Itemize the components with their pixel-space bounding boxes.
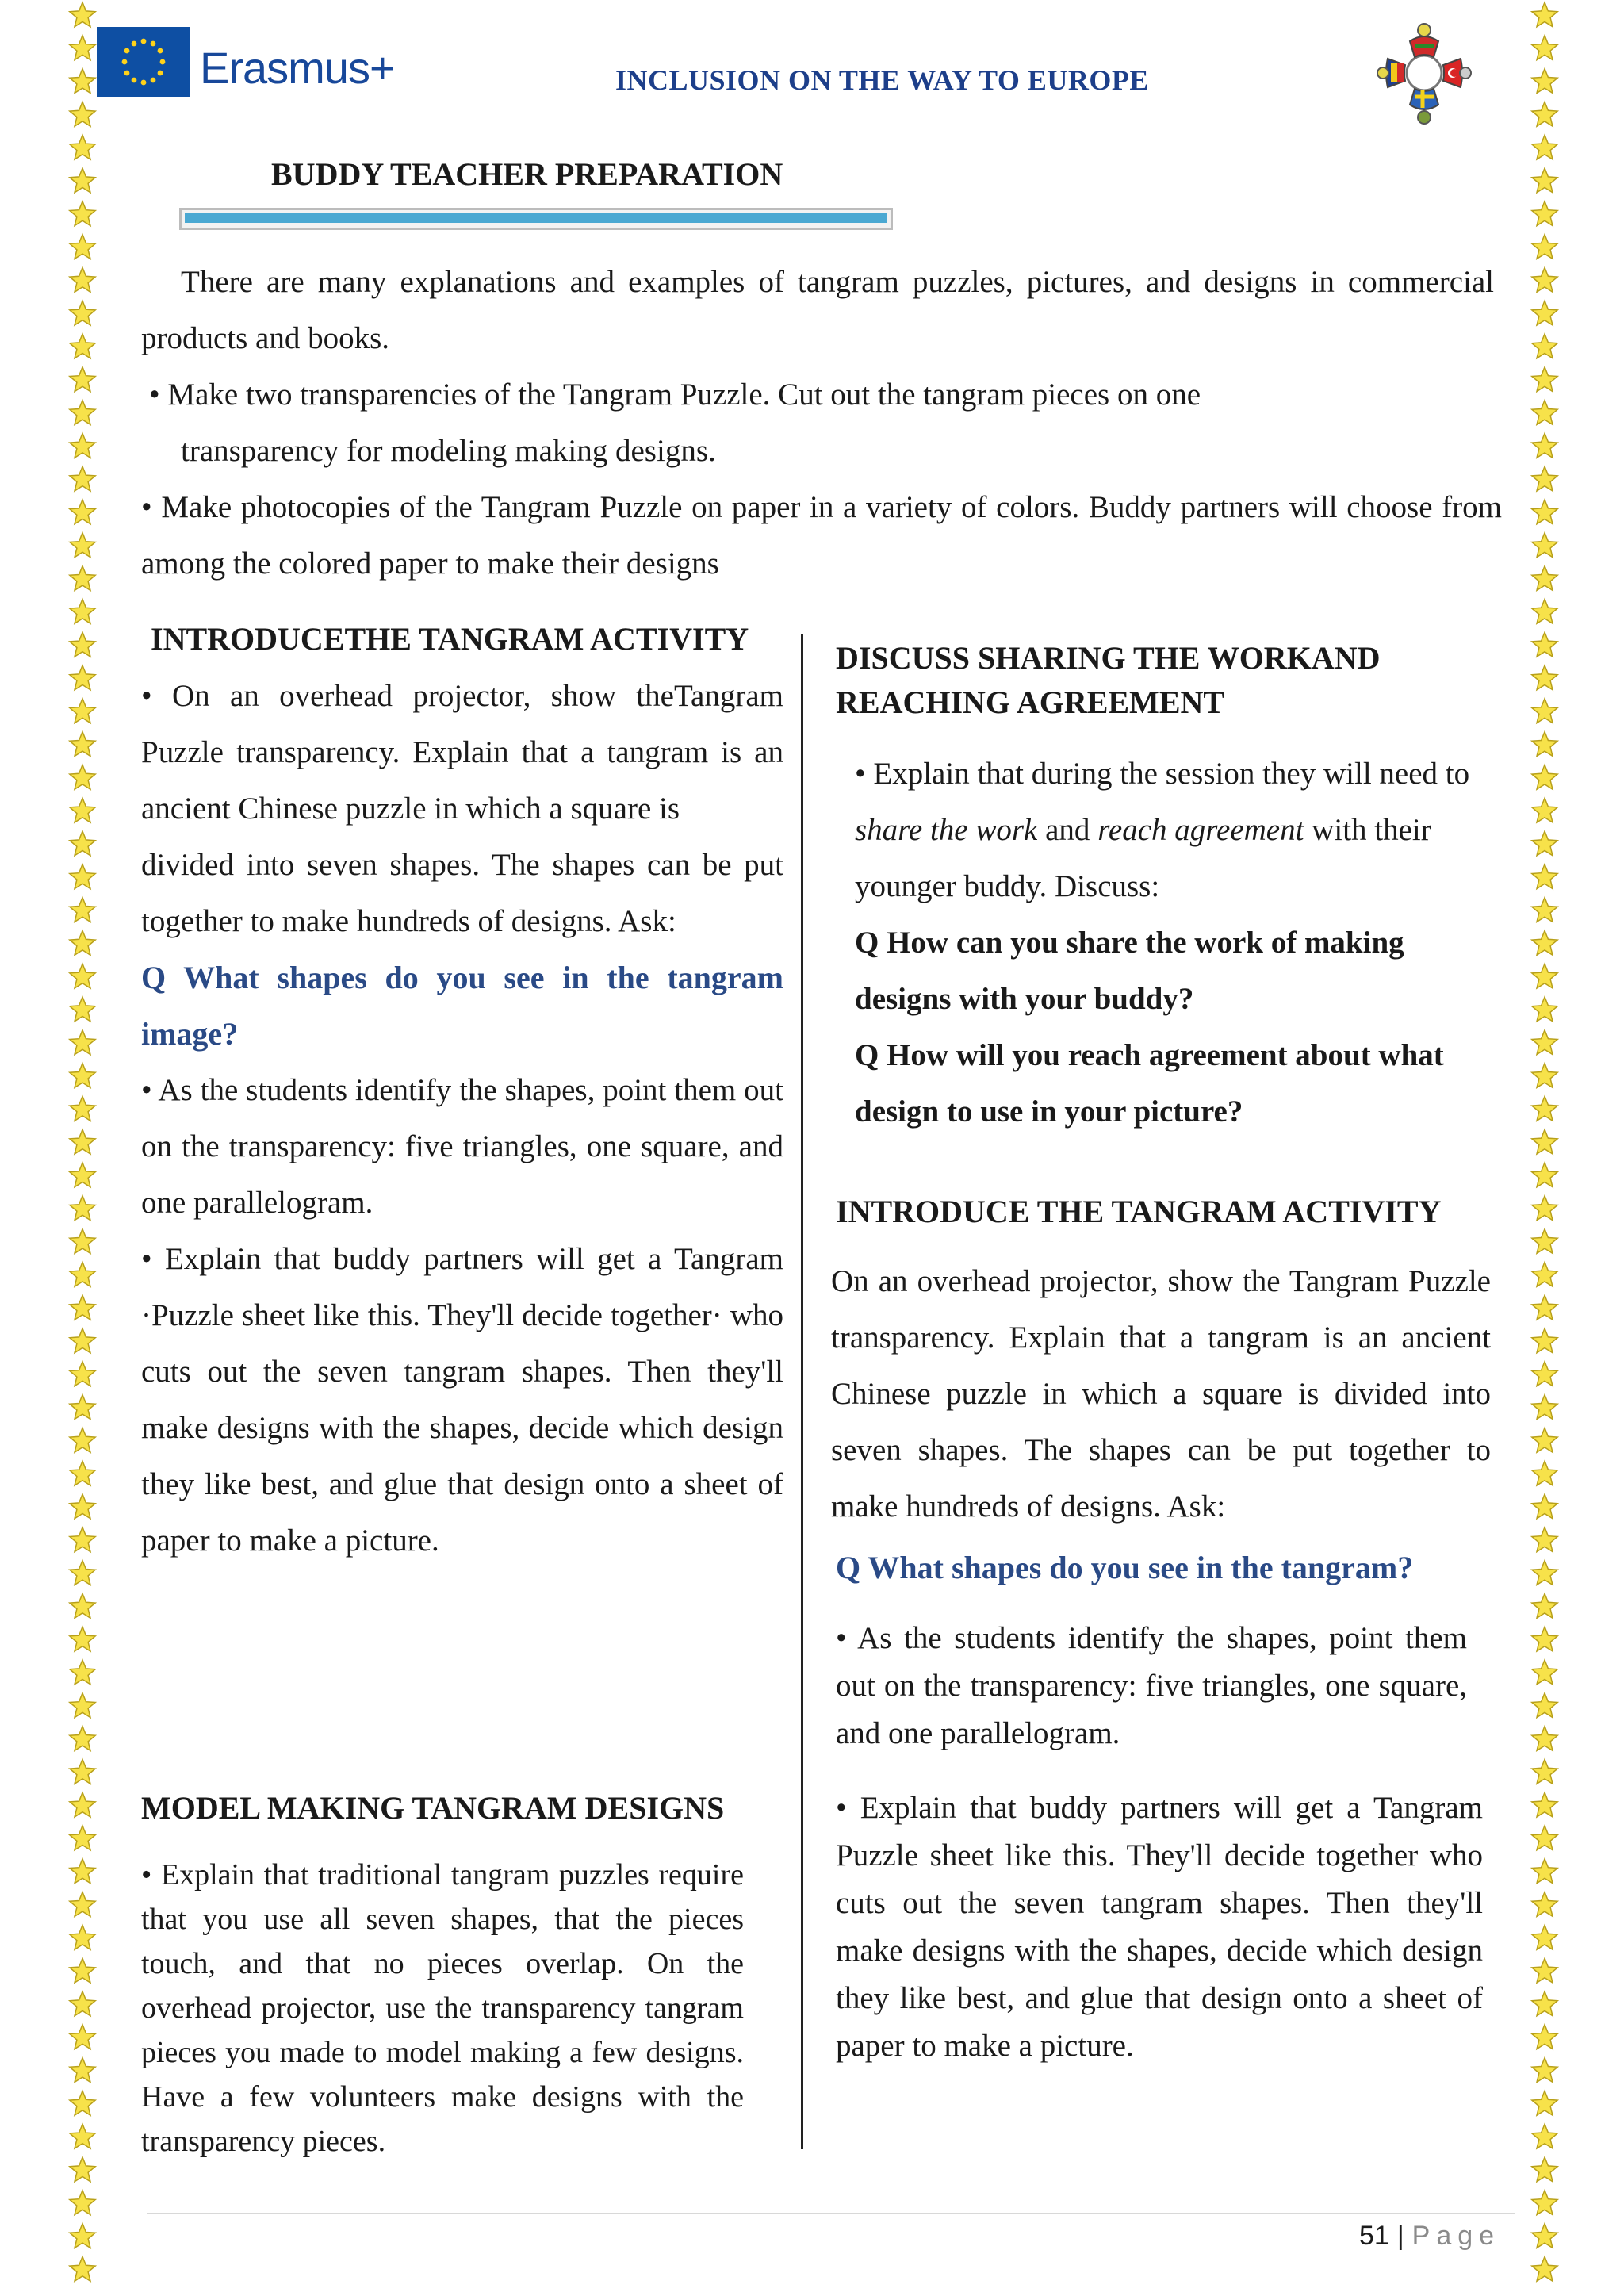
star-border-icon — [70, 831, 95, 856]
intro-paragraph: There are many explanations and examples of tangram puzzles, pictures, and designs in commercial products and books. — [141, 265, 1494, 355]
star-border-icon — [1532, 1991, 1557, 2016]
star-border-icon — [70, 533, 95, 558]
star-border-icon — [1532, 1395, 1557, 1420]
star-border-icon — [70, 898, 95, 922]
star-border-icon — [1532, 1660, 1557, 1685]
star-border-icon — [1532, 2058, 1557, 2083]
star-border-icon — [1532, 367, 1557, 392]
star-border-icon — [1532, 732, 1557, 757]
left-star-border — [67, 0, 98, 2296]
star-border-icon — [70, 301, 95, 325]
star-border-icon — [1532, 2025, 1557, 2049]
star-border-icon — [70, 2191, 95, 2215]
star-border-icon — [1532, 2091, 1557, 2115]
star-border-icon — [70, 1163, 95, 1187]
star-border-icon — [1532, 2256, 1557, 2281]
star-border-icon — [1532, 1129, 1557, 1154]
partner-flags-logo-icon — [1367, 17, 1481, 128]
star-border-icon — [1532, 1859, 1557, 1884]
right-question-1: Q How can you share the work of making designs with your buddy? — [855, 926, 1404, 1016]
star-border-icon — [1532, 1030, 1557, 1055]
left-paragraph-3: • Explain that buddy partners will get a Tangram ·Puzzle sheet like this. They'll decide together· who cuts out the seven tangram shapes. Then they'll make designs with the shapes, decide which design they like best, and glue that design onto a sheet of paper to make a picture. — [141, 1242, 783, 1558]
right-star-border — [1529, 0, 1561, 2296]
star-border-icon — [1532, 1428, 1557, 1452]
section-title-underline — [179, 208, 893, 230]
star-border-icon — [1532, 964, 1557, 988]
star-border-icon — [1532, 267, 1557, 292]
star-border-icon — [70, 1759, 95, 1784]
star-border-icon — [1532, 301, 1557, 325]
star-border-icon — [1532, 599, 1557, 623]
star-border-icon — [70, 2091, 95, 2115]
star-border-icon — [1532, 1096, 1557, 1121]
star-border-icon — [70, 1262, 95, 1286]
star-border-icon — [1532, 235, 1557, 259]
erasmus-brand: Erasmus+ — [200, 43, 395, 93]
star-border-icon — [70, 69, 95, 94]
star-border-icon — [1532, 1693, 1557, 1718]
star-border-icon — [70, 1991, 95, 2016]
star-border-icon — [1532, 997, 1557, 1022]
star-border-icon — [70, 1593, 95, 1618]
star-border-icon — [70, 1030, 95, 1055]
star-border-icon — [1532, 1892, 1557, 1917]
star-border-icon — [70, 102, 95, 126]
star-border-icon — [70, 135, 95, 159]
star-border-icon — [1532, 898, 1557, 922]
star-border-icon — [70, 1362, 95, 1386]
star-border-icon — [70, 732, 95, 757]
star-border-icon — [1532, 334, 1557, 358]
star-border-icon — [70, 267, 95, 292]
star-border-icon — [70, 1494, 95, 1519]
star-border-icon — [1532, 1362, 1557, 1386]
star-border-icon — [1532, 1196, 1557, 1221]
star-border-icon — [1532, 699, 1557, 723]
star-border-icon — [70, 699, 95, 723]
star-border-icon — [1532, 36, 1557, 60]
right-discuss-block — [855, 746, 1473, 1140]
star-border-icon — [70, 665, 95, 690]
star-border-icon — [70, 2256, 95, 2281]
section-title: BUDDY TEACHER PREPARATION — [271, 156, 783, 192]
star-border-icon — [1532, 500, 1557, 524]
right-heading-discuss-line-2: REACHING AGREEMENT — [836, 684, 1225, 720]
star-border-icon — [1532, 2157, 1557, 2182]
star-border-icon — [1532, 1527, 1557, 1552]
star-border-icon — [1532, 533, 1557, 558]
star-border-icon — [1532, 1494, 1557, 1519]
star-border-icon — [70, 566, 95, 591]
star-border-icon — [70, 1693, 95, 1718]
right-question-2: Q How will you reach agreement about what design to use in your picture? — [855, 1038, 1444, 1129]
star-border-icon — [70, 1727, 95, 1751]
star-border-icon — [70, 401, 95, 425]
intro-bullet-2: • Make photocopies of the Tangram Puzzle on paper in a variety of colors. Buddy partners will choose from among the colored paper to make their designs — [141, 490, 1502, 581]
star-border-icon — [70, 2224, 95, 2248]
star-border-icon — [70, 632, 95, 657]
left-column — [141, 668, 783, 1569]
star-border-icon — [1532, 665, 1557, 690]
star-border-icon — [70, 765, 95, 789]
star-border-icon — [1532, 2124, 1557, 2148]
intro-bullet-1-line-2: transparency for modeling making designs. — [181, 434, 716, 468]
star-border-icon — [70, 500, 95, 524]
eu-flag-icon — [97, 27, 190, 97]
star-border-icon — [70, 1958, 95, 1983]
star-border-icon — [1532, 798, 1557, 822]
star-border-icon — [70, 1428, 95, 1452]
footer-rule — [147, 2213, 1515, 2214]
star-border-icon — [1532, 1262, 1557, 1286]
star-border-icon — [70, 1660, 95, 1685]
star-border-icon — [70, 1859, 95, 1884]
star-border-icon — [70, 1792, 95, 1817]
star-border-icon — [1532, 1163, 1557, 1187]
star-border-icon — [1532, 1792, 1557, 1817]
star-border-icon — [70, 36, 95, 60]
star-border-icon — [70, 1395, 95, 1420]
star-border-icon — [1532, 102, 1557, 126]
star-border-icon — [70, 466, 95, 491]
star-border-icon — [1532, 2224, 1557, 2248]
star-border-icon — [70, 1461, 95, 1485]
star-border-icon — [70, 168, 95, 193]
star-border-icon — [1532, 930, 1557, 955]
star-border-icon — [1532, 566, 1557, 591]
intro-bullet-1-line-1: • Make two transparencies of the Tangram Puzzle. Cut out the tangram pieces on one — [149, 378, 1201, 412]
star-border-icon — [1532, 632, 1557, 657]
star-border-icon — [70, 1561, 95, 1585]
star-border-icon — [70, 1196, 95, 1221]
star-border-icon — [70, 334, 95, 358]
star-border-icon — [70, 1925, 95, 1949]
star-border-icon — [1532, 201, 1557, 226]
left-heading-model: MODEL MAKING TANGRAM DESIGNS — [141, 1790, 725, 1826]
right-paragraph-1: • Explain that during the session they will need to share the work and reach agreement with their younger buddy. Discuss: — [855, 757, 1470, 903]
star-border-icon — [70, 1295, 95, 1320]
star-border-icon — [70, 1229, 95, 1254]
header-title: INCLUSION ON THE WAY TO EUROPE — [615, 64, 1149, 96]
star-border-icon — [70, 201, 95, 226]
left-paragraph-1b: divided into seven shapes. The shapes can be put together to make hundreds of designs. Ask: — [141, 848, 783, 938]
star-border-icon — [1532, 1461, 1557, 1485]
star-border-icon — [70, 997, 95, 1022]
star-border-icon — [70, 235, 95, 259]
star-border-icon — [70, 1328, 95, 1353]
star-border-icon — [1532, 1727, 1557, 1751]
star-border-icon — [70, 599, 95, 623]
star-border-icon — [1532, 1759, 1557, 1784]
star-border-icon — [70, 1064, 95, 1088]
star-border-icon — [70, 1627, 95, 1651]
left-paragraph-2: • As the students identify the shapes, point them out on the transparency: five triangles, one square, and one parallelogram. — [141, 1073, 783, 1220]
star-border-icon — [70, 2, 95, 27]
star-border-icon — [70, 1527, 95, 1552]
star-border-icon — [1532, 864, 1557, 889]
star-border-icon — [1532, 466, 1557, 491]
column-divider — [801, 634, 803, 2149]
star-border-icon — [1532, 401, 1557, 425]
left-heading-introduce: INTRODUCETHE TANGRAM ACTIVITY — [151, 621, 749, 657]
right-heading-discuss-line-1: DISCUSS SHARING THE WORKAND — [836, 640, 1381, 676]
right-paragraph-2: On an overhead projector, show the Tangram Puzzle transparency. Explain that a tangram is an ancient Chinese puzzle in which a square is divided into seven shapes. The shapes can be put together to make hundreds of designs. Ask: — [831, 1264, 1491, 1524]
star-border-icon — [70, 2157, 95, 2182]
star-border-icon — [1532, 1295, 1557, 1320]
left-paragraph-4: • Explain that traditional tangram puzzles require that you use all seven shapes, that the pieces touch, and that no pieces overlap. On the overhead projector, use the transparency tangram pieces you made to model making a few designs. Have a few volunteers make designs with the transparency pieces. — [141, 1858, 744, 2158]
star-border-icon — [70, 1892, 95, 1917]
star-border-icon — [1532, 1328, 1557, 1353]
star-border-icon — [1532, 69, 1557, 94]
star-border-icon — [70, 2058, 95, 2083]
right-question-3: Q What shapes do you see in the tangram? — [836, 1550, 1414, 1585]
star-border-icon — [1532, 831, 1557, 856]
star-border-icon — [70, 2025, 95, 2049]
star-border-icon — [1532, 1925, 1557, 1949]
star-border-icon — [1532, 2191, 1557, 2215]
star-border-icon — [70, 964, 95, 988]
star-border-icon — [1532, 2, 1557, 27]
star-border-icon — [1532, 135, 1557, 159]
right-paragraph-4: • Explain that buddy partners will get a Tangram Puzzle sheet like this. They'll decide together who cuts out the seven tangram shapes. Then they'll make designs with the shapes, decide which design they like best, and glue that design onto a sheet of paper to make a picture. — [836, 1791, 1483, 2063]
star-border-icon — [1532, 1561, 1557, 1585]
star-border-icon — [70, 2124, 95, 2148]
star-border-icon — [1532, 1064, 1557, 1088]
star-border-icon — [1532, 1627, 1557, 1651]
star-border-icon — [1532, 1593, 1557, 1618]
star-border-icon — [1532, 433, 1557, 458]
star-border-icon — [70, 798, 95, 822]
star-border-icon — [1532, 168, 1557, 193]
star-border-icon — [70, 367, 95, 392]
star-border-icon — [70, 930, 95, 955]
star-border-icon — [1532, 1229, 1557, 1254]
star-border-icon — [70, 433, 95, 458]
star-border-icon — [1532, 1958, 1557, 1983]
right-paragraph-3: • As the students identify the shapes, point them out on the transparency: five triangles, one square, and one parallelogram. — [836, 1621, 1467, 1750]
page-number: 51 | Page — [1359, 2221, 1501, 2251]
star-border-icon — [1532, 765, 1557, 789]
right-heading-introduce: INTRODUCE THE TANGRAM ACTIVITY — [836, 1194, 1442, 1229]
star-border-icon — [70, 864, 95, 889]
left-question-1: Q What shapes do you see in the tangram image? — [141, 960, 783, 1052]
star-border-icon — [70, 1826, 95, 1850]
star-border-icon — [70, 1096, 95, 1121]
left-paragraph-1: • On an overhead projector, show theTangram Puzzle transparency. Explain that a tangram is an ancient Chinese puzzle in which a square is — [141, 679, 783, 826]
star-border-icon — [1532, 1826, 1557, 1850]
star-border-icon — [70, 1129, 95, 1154]
